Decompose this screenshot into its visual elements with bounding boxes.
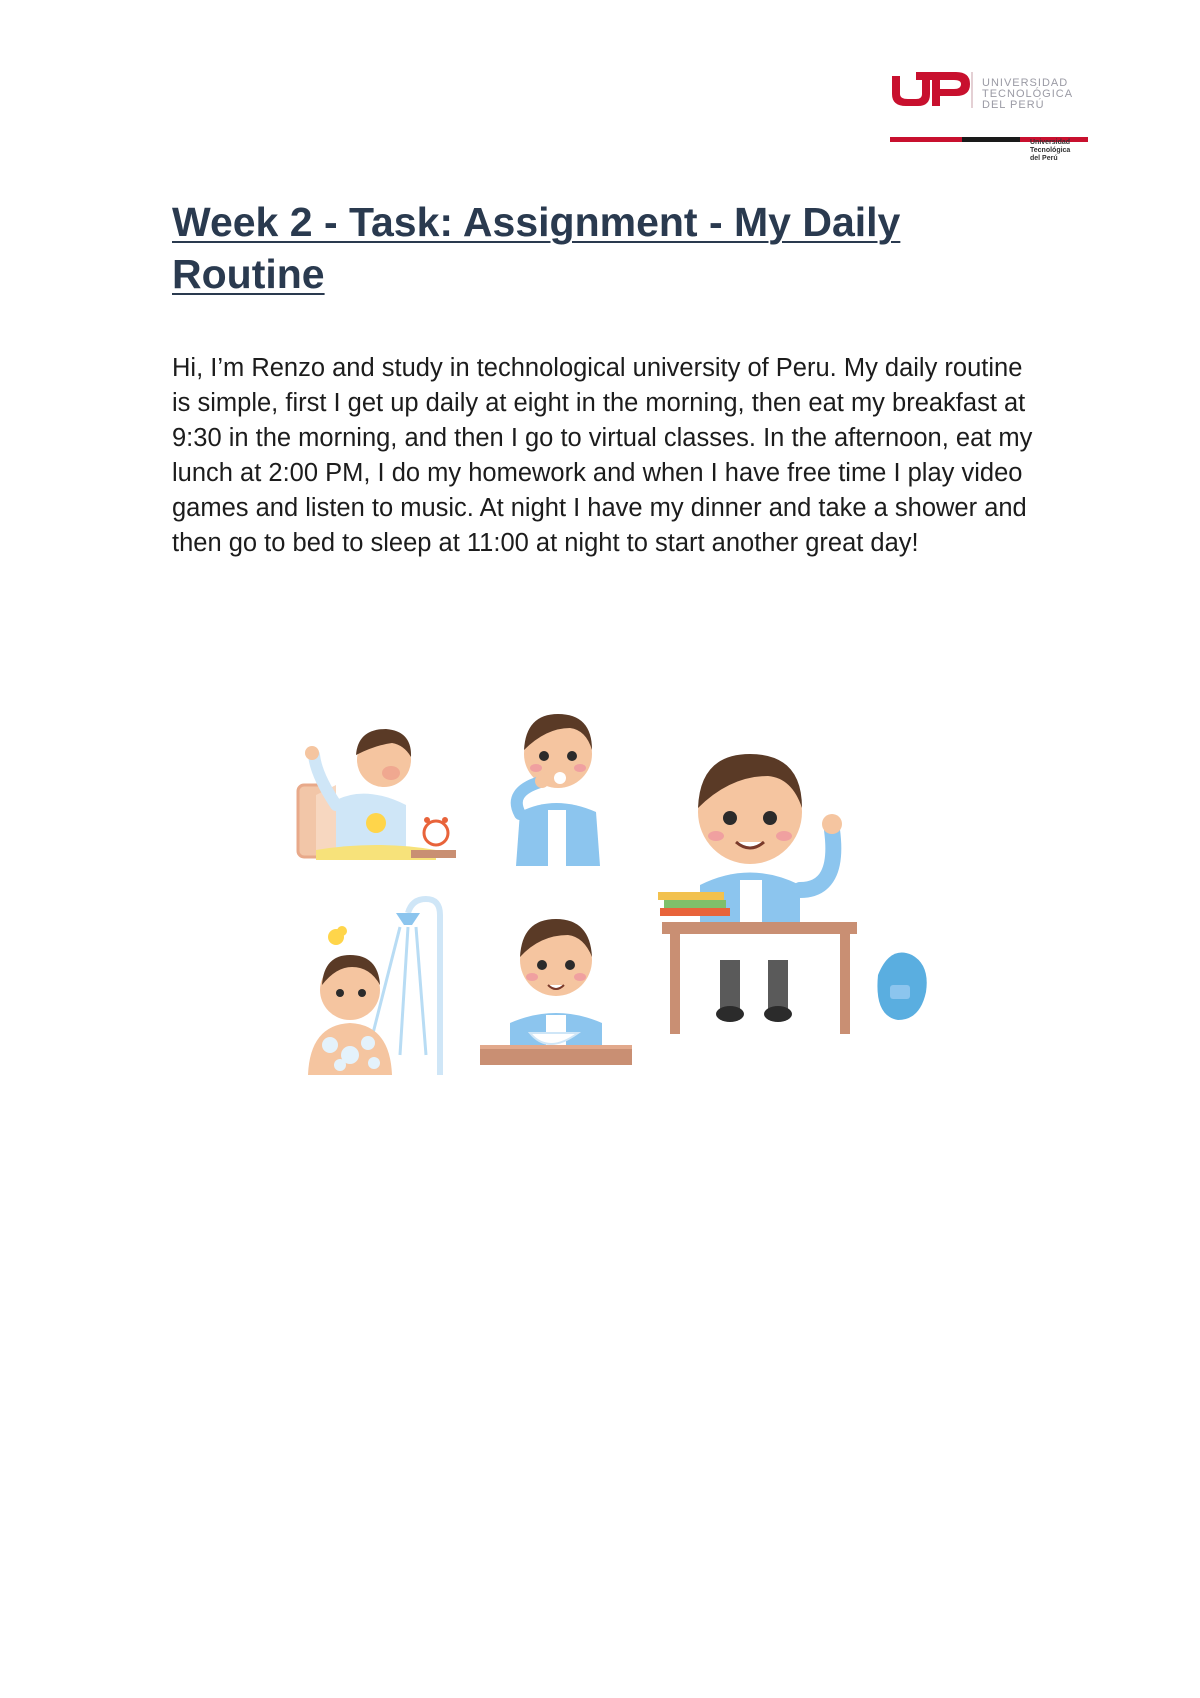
boy-brushing-teeth-icon bbox=[500, 702, 614, 866]
logo-bar-red-left bbox=[890, 137, 962, 142]
boy-at-desk-icon bbox=[650, 730, 940, 1050]
boy-eating-breakfast-icon bbox=[478, 905, 634, 1070]
page-title: Week 2 - Task: Assignment - My Daily Routine bbox=[172, 199, 901, 297]
university-subname: Universidad Tecnológica del Perú bbox=[1030, 139, 1071, 162]
logo-bar-black bbox=[962, 137, 1020, 142]
boy-waking-up-icon bbox=[296, 715, 462, 865]
university-name: UNIVERSIDAD TECNOLÓGICA DEL PERÚ bbox=[982, 77, 1074, 111]
child-showering-icon bbox=[300, 895, 450, 1075]
routine-paragraph: Hi, I’m Renzo and study in technological university of Peru. My daily routine is simple, first I get up daily at eight in the morning, then eat my breakfast at 9:30 in the morning, and then I go to virtual classes. In the afternoon, eat my lunch at 2:00 PM, I do my homework and when I have free time I play video games and listen to music. At night I have my dinner and take a shower and then go to bed to sleep at 11:00 at night to start another great day! bbox=[172, 354, 1033, 557]
